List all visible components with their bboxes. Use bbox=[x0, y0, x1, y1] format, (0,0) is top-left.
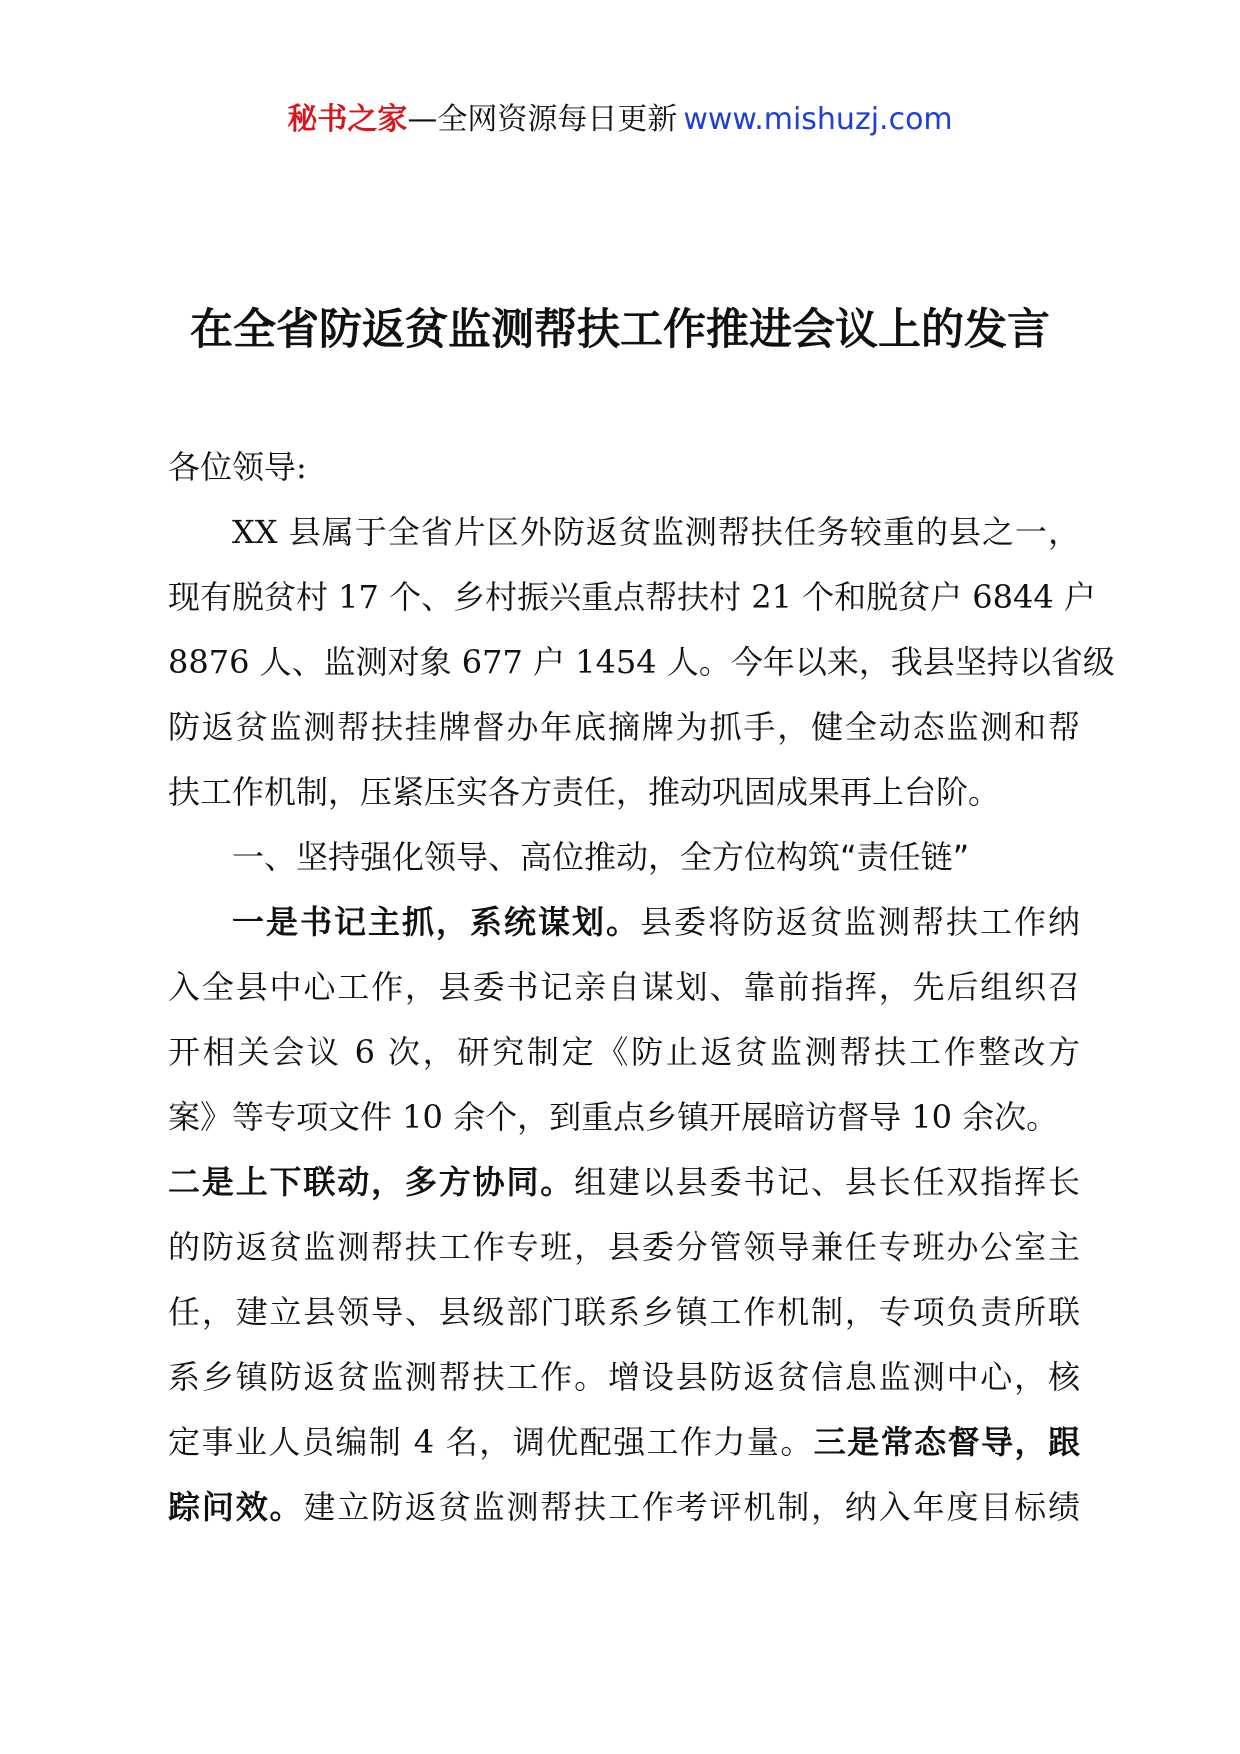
para3-line-5 bbox=[168, 1410, 1080, 1475]
para3-line-2: 的防返贫监测帮扶工作专班，县委分管领导兼任专班办公室主 bbox=[168, 1228, 1080, 1266]
para2-lead: 一是书记主抓，系统谋划。 bbox=[232, 903, 640, 941]
para3-line-5-text: 定事业人员编制 4 名，调优配强工作力量。 bbox=[168, 1423, 814, 1461]
para3-line-3: 任，建立县领导、县级部门联系乡镇工作机制，专项负责所联 bbox=[168, 1293, 1080, 1331]
para4-lead-part1: 三是常态督导，跟 bbox=[813, 1423, 1080, 1461]
para4-lead-part2: 踪问效。 bbox=[168, 1488, 304, 1526]
para2-line-3: 开相关会议 6 次，研究制定《防止返贫监测帮扶工作整改方 bbox=[168, 1033, 1080, 1071]
section1-heading: 一、坚持强化领导、高位推动，全方位构筑“责任链” bbox=[232, 838, 970, 876]
para3-line-1 bbox=[168, 1150, 1080, 1215]
site-header bbox=[0, 100, 1240, 140]
site-brand: 秘书之家 bbox=[287, 102, 408, 137]
para1-line-5: 扶工作机制，压紧压实各方责任，推动巩固成果再上台阶。 bbox=[168, 773, 1001, 811]
document-title: 在全省防返贫监测帮扶工作推进会议上的发言 bbox=[190, 305, 1050, 355]
para3-line-4: 系乡镇防返贫监测帮扶工作。增设县防返贫信息监测中心，核 bbox=[168, 1358, 1080, 1396]
para4-line-2 bbox=[168, 1475, 1080, 1540]
para1-line-2: 现有脱贫村 17 个、乡村振兴重点帮扶村 21 个和脱贫户 6844 户 bbox=[168, 578, 1096, 616]
para4-line-2-rest: 建立防返贫监测帮扶工作考评机制，纳入年度目标绩 bbox=[303, 1488, 1080, 1526]
site-slogan: —全网资源每日更新 bbox=[407, 102, 678, 137]
para2-line-4: 案》等专项文件 10 余个，到重点乡镇开展暗访督导 10 余次。 bbox=[168, 1098, 1059, 1136]
para1-line-3: 8876 人、监测对象 677 户 1454 人。今年以来，我县坚持以省级 bbox=[168, 643, 1115, 681]
para2-line-2: 入全县中心工作，县委书记亲自谋划、靠前指挥，先后组织召 bbox=[168, 968, 1080, 1006]
para2-line-1-rest: 县委将防返贫监测帮扶工作纳 bbox=[640, 903, 1080, 941]
document-body bbox=[168, 435, 1115, 1540]
para1-line-4: 防返贫监测帮扶挂牌督办年底摘牌为抓手，健全动态监测和帮 bbox=[168, 708, 1080, 746]
salutation: 各位领导: bbox=[168, 448, 307, 486]
para1-line-1: XX 县属于全省片区外防返贫监测帮扶任务较重的县之一， bbox=[232, 513, 1080, 551]
para2-line-1 bbox=[168, 890, 1080, 955]
site-url-link[interactable]: www.mishuzj.com bbox=[683, 102, 953, 137]
para3-lead: 二是上下联动，多方协同。 bbox=[168, 1163, 575, 1201]
para3-line-1-rest: 组建以县委书记、县长任双指挥长 bbox=[574, 1163, 1080, 1201]
